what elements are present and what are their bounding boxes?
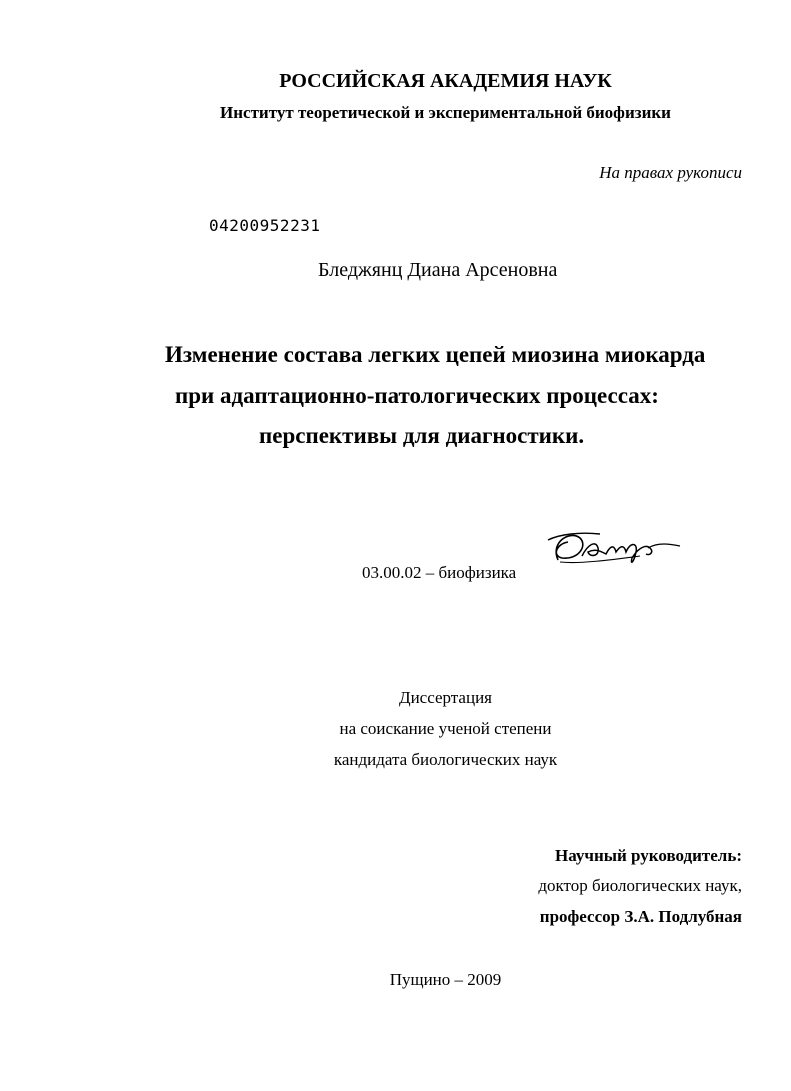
handwritten-signature (540, 522, 690, 572)
specialty-code: 03.00.02 – биофизика (362, 563, 517, 582)
title-line-3: перспективы для диагностики. (259, 423, 585, 448)
dissertation-label: Диссертация (398, 688, 492, 707)
supervisor-label: Научный руководитель: (555, 846, 742, 865)
institute-name: Институт теоретической и экспериментальной биофизики (220, 103, 671, 122)
title-line-1: Изменение состава легких цепей миозина миокарда (165, 342, 706, 367)
title-line-2: при адаптационно-патологических процессах: (175, 383, 659, 408)
manuscript-rights-note: На правах рукописи (599, 163, 742, 182)
dissertation-purpose: на соискание ученой степени (339, 719, 552, 738)
dissertation-degree: кандидата биологических наук (333, 750, 558, 769)
author-name: Бледжянц Диана Арсеновна (318, 259, 558, 281)
document-number: 04200952231 (209, 216, 321, 235)
place-and-year: Пущино – 2009 (389, 970, 502, 989)
supervisor-name: профессор З.А. Подлубная (539, 907, 742, 926)
supervisor-degree: доктор биологических наук, (538, 876, 742, 895)
academy-name: РОССИЙСКАЯ АКАДЕМИЯ НАУК (279, 70, 612, 92)
